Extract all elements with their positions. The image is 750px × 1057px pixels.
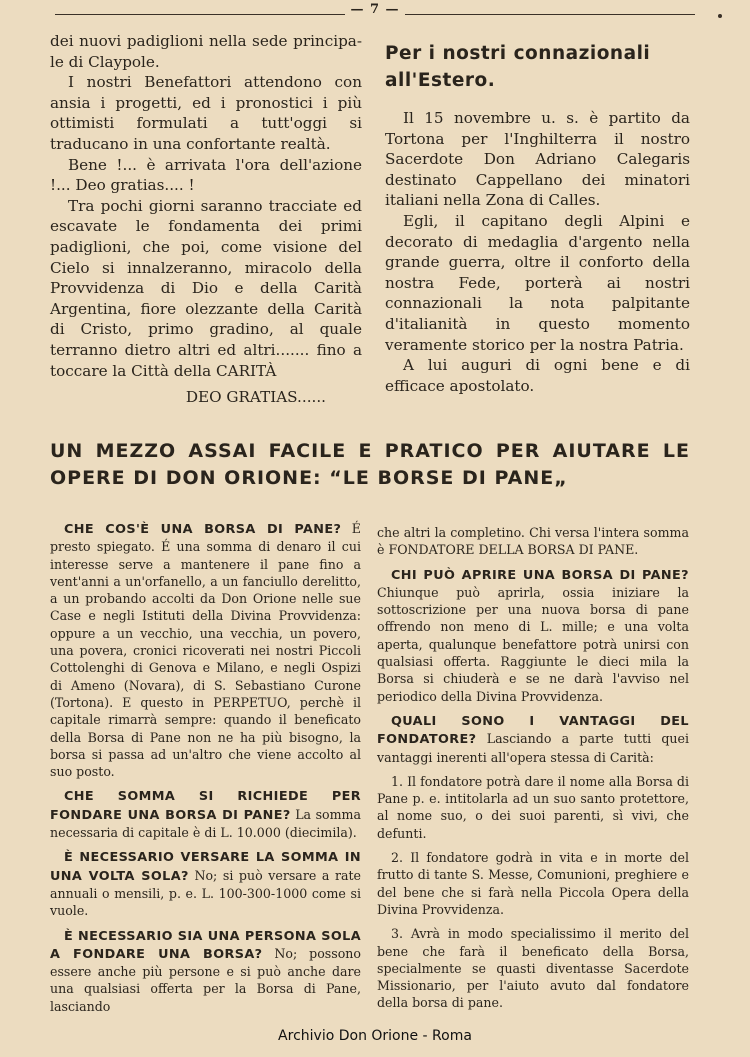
question: QUALI SONO I VANTAGGI DEL FONDATORE? — [377, 713, 689, 748]
question: È NECESSARIO SIA UNA PERSONA SOLA A FONDARE UNA BORSA? — [50, 928, 361, 962]
paragraph: A lui auguri di ogni bene e di efficace apostolato. — [385, 356, 690, 395]
closing-line: DEO GRATIAS...... — [185, 388, 326, 407]
question: CHE SOMMA SI RICHIEDE PER FONDARE UNA BORSA DI PANE? — [50, 789, 361, 823]
qa-item — [50, 848, 361, 919]
continuation-text: che altri la completino. Chi versa l'intera somma è FONDATORE DELLA BORSA DI PANE. — [377, 525, 689, 558]
page-number: — 7 — — [350, 2, 400, 17]
answer: No; possono essere anche più persone e si può anche dare una qualsiasi offerta per la Borsa di Pane, lasciando — [50, 945, 361, 1014]
paragraph: Bene !... è arrivata l'ora dell'azione !... Deo gratias.... ! — [50, 155, 362, 195]
qa-item — [377, 712, 689, 766]
question: È NECESSARIO VERSARE LA SOMMA IN UNA VOLTA SOLA? — [50, 850, 361, 884]
margin-dot — [718, 14, 722, 18]
borse-right-column — [377, 524, 689, 1019]
qa-item — [50, 520, 361, 780]
benefit-point: 2. Il fondatore godrà in vita e in morte del frutto di tante S. Messe, Comunioni, preghiere e del bene che si farà nella Piccola Opera della Divina Provvidenza. — [377, 850, 689, 917]
question: CHE COS'È UNA BORSA DI PANE? — [64, 522, 342, 537]
archive-footer: Archivio Don Orione - Roma — [278, 1028, 472, 1044]
article-title: Per i nostri connazionali all'Estero. — [385, 43, 651, 91]
borse-left-column — [50, 520, 361, 1022]
answer: La somma necessaria di capitale è di L. 10.000 (diecimila). — [50, 806, 362, 841]
left-column — [50, 31, 362, 408]
benefit-point: 1. Il fondatore potrà dare il nome alla Borsa di Pane p. e. intitolarla ad un suo santo protettore, al nome suo, o dei suoi parenti, sì vivi, che defunti. — [377, 773, 689, 841]
paragraph: I nostri Benefattori attendono con ansia i progetti, ed i pronostici i più ottimisti formulati a tutt'oggi si traducano in una confortante realtà. — [50, 73, 362, 153]
answer: É presto spiegato. É una somma di denaro il cui interesse serve a mantenere il pane fino a vent'anni a un'orfanello, a un fanciullo derelitto, a un probando accolti da Don Orione nelle sue Case e negli Istituti della Divina Provvidenza: oppure a un vecchio, una vecchia, un povero, una povera, cronici ricoverati nei nostri Piccoli Cottolenghi di Genova e Milano, e negli Ospizi di Ameno (Novara), di S. Sebastiano Curone (Tortona). E questo in PERPETUO, perchè il capitale rimarrà sempre: quando il beneficato della Borsa di Pane non ne ha più bisogno, la borsa si passa ad un'altro che viene accolto al suo posto. — [50, 521, 361, 780]
question: CHI PUÒ APRIRE UNA BORSA DI PANE? — [391, 567, 689, 583]
right-column — [385, 40, 690, 396]
qa-item — [50, 787, 361, 841]
paragraph: Egli, il capitano degli Alpini e decorato di medaglia d'argento nella grande guerra, oltre il conforto della nostra Fede, porterà ai nostri connazionali la nota palpitante d'italianità in questo momento veramente storico per la nostra Patria. — [385, 211, 690, 354]
paragraph: Il 15 novembre u. s. è partito da Tortona per l'Inghilterra il nostro Sacerdote Don Adriano Calegaris destinato Cappellano dei minatori italiani nella Zona di Calles. — [385, 109, 690, 210]
answer: Chiunque può aprirla, ossia iniziare la sottoscrizione per una nuova borsa di pane offrendo non meno di L. mille; e una volta aperta, qualunque benefattore potrà unirsi con qualsiasi offerta. Raggiunte le dieci mila la Borsa si chiuderà e se ne darà l'avviso nel periodico della Divina Provvidenza. — [377, 584, 689, 704]
qa-item — [377, 566, 689, 705]
answer: No; si può versare a rate annuali o mensili, p. e. L. 100-300-1000 come si vuole. — [50, 867, 361, 919]
paragraph: Tra pochi giorni saranno tracciate ed escavate le fondamenta dei primi padiglioni, che poi, come visione del Cielo si innalzeranno, miracolo della Provvidenza di Dio e della Carità Argentina, fiore olezzante della Carità di Cristo, primo gradino, al quale terranno dietro altri ed altri....... fino a toccare la Città della CARITÀ — [50, 196, 362, 380]
answer: Lasciando a parte tutti quei vantaggi inerenti all'opera stessa di Carità: — [377, 731, 689, 765]
benefit-point: 3. Avrà in modo specialissimo il merito del bene che farà il beneficato della Borsa, specialmente se quasti diventasse Sacerdote Missionario, per l'aiuto avuto dal fondatore della borsa di pane. — [377, 926, 689, 1011]
header-rule-right — [405, 14, 695, 15]
paragraph: dei nuovi padiglioni nella sede principa-le di Claypole. — [50, 32, 362, 71]
section-headline: UN MEZZO ASSAI FACILE E PRATICO PER AIUTARE LE OPERE DI DON ORIONE: “LE BORSE DI PANE„ — [50, 440, 690, 489]
qa-item — [50, 927, 361, 1015]
page-header — [55, 4, 695, 20]
